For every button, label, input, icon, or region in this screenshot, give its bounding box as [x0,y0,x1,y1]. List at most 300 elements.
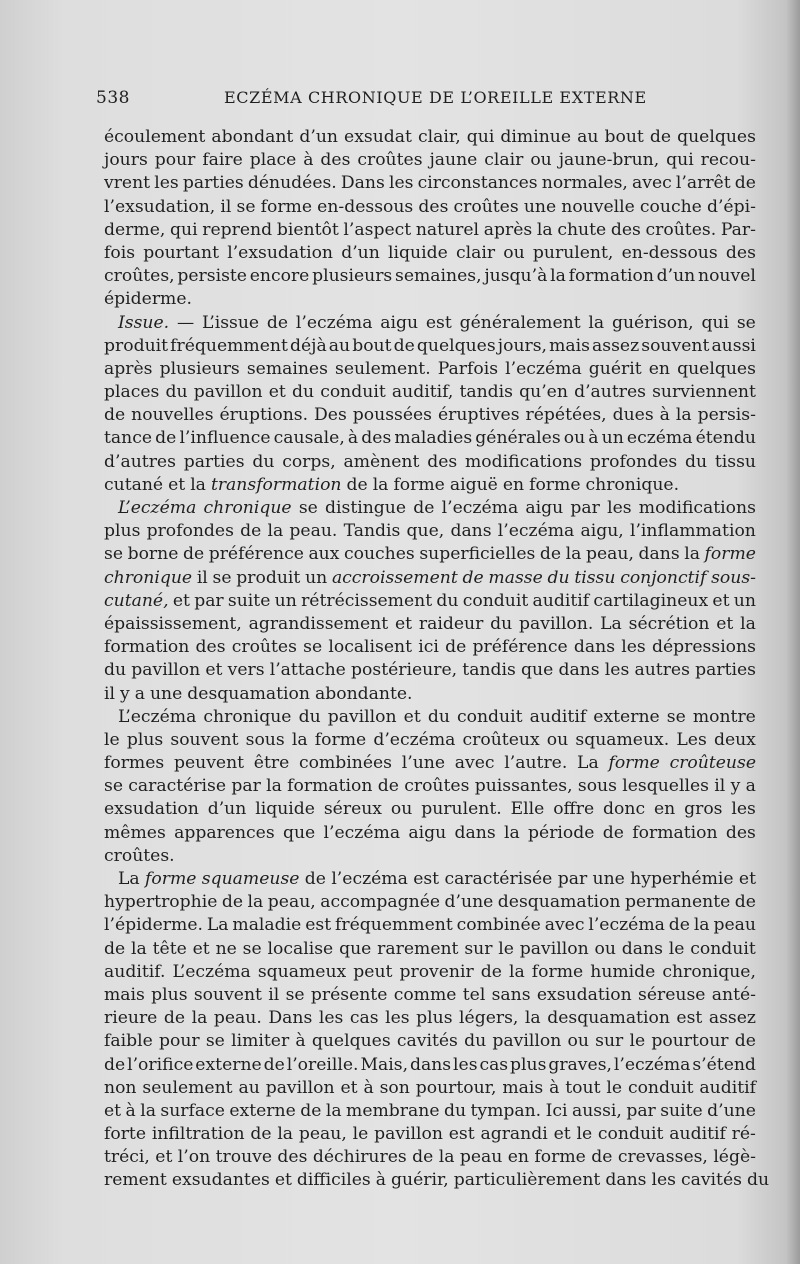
text-line [104,1146,756,1169]
word: semaines, [395,266,482,287]
word: l’arrêt [675,173,731,194]
italic-word: chronique [104,567,193,588]
italic-word: forme [608,753,660,774]
word: de [480,961,502,982]
word: du [464,1031,487,1052]
word: l’exsudation [227,242,334,263]
word: à [375,1170,386,1191]
word: trouve [215,1147,273,1168]
word: dans [573,637,616,658]
running-title: ECZÉMA CHRONIQUE DE L’OREILLE EXTERNE [224,88,647,107]
text-line [104,312,756,335]
word: que, [406,521,445,542]
word: comme [393,984,457,1005]
word: couche [639,196,702,217]
word: souvent [193,984,262,1005]
word: est [425,312,452,333]
word: il [220,196,232,217]
text-line [104,335,756,358]
word: jusqu’à [484,266,548,287]
word: exsudat [344,127,412,147]
text-line [104,822,756,845]
word: pourtour, [415,1077,497,1098]
word: légers, [459,1008,519,1029]
word: fois [104,242,136,263]
word: peau, [585,544,634,565]
word: reprend [202,219,273,240]
word: superficielles [419,544,536,565]
word: est [305,915,332,936]
word: limiter [231,1031,290,1052]
word: plus [126,729,164,750]
word: forme [393,474,445,495]
text-line [104,1007,756,1030]
word: et [172,590,190,611]
word: auditif, [391,382,454,403]
text-line [104,613,756,636]
word: l’eczéma [613,1054,691,1075]
word: peau, [298,1124,347,1145]
word: les [607,498,632,518]
word: liquide [388,242,448,263]
word: ou [530,150,552,171]
word: par [557,869,588,889]
text-line [104,288,756,311]
word: la [191,1008,208,1029]
text-line [104,427,756,450]
word: squameux [257,961,347,982]
word: de [240,521,262,542]
word: des [427,451,458,472]
word: ou [563,428,586,449]
word: l’on [177,1147,211,1168]
word: pavillon [492,1031,562,1052]
word: forme [531,961,584,982]
word: répétées, [525,405,607,426]
word: Par- [720,219,756,240]
word: Ici [545,1100,568,1121]
word: cutané [104,474,164,495]
page-number: 538 [96,88,130,108]
word: ou [390,799,413,820]
word: tandis [462,660,516,681]
word: semaines [246,358,328,379]
word: le [352,1124,369,1145]
text-line [104,636,756,659]
word: modifications [464,451,583,472]
word: cas [349,1008,379,1029]
word: de [734,1031,756,1052]
word: cavités [396,1031,458,1052]
word: épiderme. [104,289,192,310]
text-line [104,543,756,566]
word: se [236,196,256,217]
word: de [304,869,326,889]
word: de [104,405,126,426]
word: au [238,1077,260,1098]
word: de [163,1008,186,1029]
word: tandis [459,382,513,403]
word: mais [549,335,590,356]
word: jaune-brun, [558,150,660,171]
word: d’une [444,892,494,913]
word: montre [692,706,756,727]
word: du [685,451,708,472]
word: que [521,660,554,681]
word: à [588,428,599,449]
word: aigu [380,312,419,333]
word: chute [557,219,607,240]
word: tance [104,428,153,449]
text-line [104,914,756,937]
word: combinées [299,753,393,774]
word: de [591,1147,613,1168]
word: en [507,1147,530,1168]
word: quelques [311,1031,391,1052]
word: nouvel [698,266,756,287]
word: croûtes [357,150,423,171]
word: qui [666,150,694,171]
word: de [182,544,205,565]
text-line [104,775,756,798]
word: au [328,335,351,356]
word: mais [104,984,145,1005]
italic-word: accroissement [331,567,458,588]
word: du [746,1170,770,1191]
word: du [165,382,188,403]
word: chronique, [662,961,756,982]
word: ne [215,938,237,959]
italic-word: conjonctif [620,567,707,588]
word: et [553,1124,571,1145]
text-line [104,265,756,288]
word: cavités [680,1170,742,1191]
word: déchirures [312,1147,407,1168]
word: l’eczéma [295,312,373,333]
word: pavillon [519,938,589,959]
italic-word: chronique [203,498,292,518]
word: rement [104,1170,167,1191]
word: caractérise [128,776,227,797]
word: pavillon [265,1077,335,1098]
word: du [298,706,321,727]
word: pavillon [131,660,201,681]
word: la [503,822,520,843]
italic-word: du [547,567,570,588]
word: est [448,1124,475,1145]
word: la [190,474,206,495]
italic-word: cutané, [104,590,169,611]
word: offre [553,799,595,820]
word: modifications [638,498,756,518]
word: raideur [418,613,484,634]
word: et [712,590,730,611]
word: avec [544,915,585,936]
word: Des [314,405,347,426]
text-line [104,474,756,497]
word: cas [479,1054,509,1075]
word: d’autres [574,382,646,403]
word: en [648,358,670,379]
word: plus [104,521,141,542]
word: pavillon [374,1124,443,1145]
word: croûtes [231,637,297,658]
word: sécrétion [628,613,710,634]
word: — [176,312,195,333]
word: qui [701,312,730,333]
word: distingue [325,498,407,518]
word: aussi, [571,1100,622,1121]
word: le [576,1124,593,1145]
word: formation [568,266,654,287]
word: une [149,683,183,704]
word: de [649,127,672,147]
word: et [738,869,756,889]
word: tête [152,938,187,959]
word: suite [227,590,271,611]
word: produit [104,335,169,356]
word: tout [565,1077,601,1098]
word: jours, [497,335,548,356]
word: éruptions. [219,405,309,426]
word: abondante. [314,683,413,704]
word: croûtes [404,776,470,797]
word: les [154,173,179,194]
word: dans [558,660,600,681]
word: lesquelles [622,776,709,797]
word: jaune [429,150,478,171]
word: purulent. [421,799,502,820]
text-line [104,172,756,195]
word: dénudées. [247,173,337,194]
word: La [577,753,599,774]
word: pourtant [143,242,220,263]
word: circonstances [417,173,538,194]
word: du [104,660,127,681]
text-line [104,451,756,474]
word: quelques [416,335,496,356]
word: d’une [707,1100,756,1121]
text-line [104,1100,756,1123]
word: pour [154,150,196,171]
word: l’oreille. [286,1054,359,1075]
word: la [247,892,264,913]
word: l’eczéma [331,869,408,889]
word: la [588,312,605,333]
word: conduit [597,1124,664,1145]
word: l’exsudation, [104,196,216,217]
word: produit [236,567,301,588]
word: croûtes, [104,266,175,287]
word: tissu [714,451,756,472]
text-line [104,961,756,984]
word: sous [577,776,617,797]
word: exsudation [536,984,632,1005]
word: et [104,1100,122,1121]
word: Dans [340,173,385,194]
word: il [714,776,726,797]
word: il [196,567,208,588]
word: peau. [289,521,338,542]
word: du [490,613,513,634]
word: qui [170,219,198,240]
italic-word: squameuse [201,869,300,889]
word: et [168,474,186,495]
word: la [509,961,525,982]
word: surviennent [652,382,756,403]
word: membrane [346,1100,440,1121]
word: une [523,196,557,217]
word: à [363,1077,374,1098]
word: généralement [459,312,581,333]
word: clair [484,150,524,171]
word: fréquemment [335,915,453,936]
text-line [104,1169,770,1192]
word: conduit [457,706,523,727]
word: des [610,219,641,240]
word: de [393,335,415,356]
word: souvent [641,335,710,356]
word: auditif. [104,961,166,982]
word: caractérisée [444,869,553,889]
text-line [104,845,756,868]
italic-word: forme [145,869,197,889]
word: persiste [177,266,247,287]
word: combinée [456,915,541,936]
word: auditif [529,706,587,727]
word: à [659,405,670,426]
word: les [318,1008,344,1029]
word: L’eczéma [172,961,251,982]
word: ou [567,1031,589,1052]
word: le [606,1077,623,1098]
word: la [266,776,282,797]
word: l’eczéma [497,521,575,542]
word: faire [202,150,243,171]
word: la [438,1147,455,1168]
word: parties [183,451,245,472]
word: un [601,428,624,449]
word: ré- [731,1124,756,1145]
word: L’eczéma [118,706,197,727]
word: ou [546,729,569,750]
word: a [134,683,145,704]
word: étendu [695,428,756,449]
word: de [413,498,435,518]
word: le [629,1031,646,1052]
word: dans [621,938,663,959]
word: dépressions [651,637,756,658]
word: et [403,706,421,727]
word: sans [491,984,531,1005]
word: parties [695,660,756,681]
word: d’un [299,127,338,147]
word: mêmes [104,822,166,843]
word: est [413,869,440,889]
page-edge-shadow [786,0,800,1264]
word: assez [592,335,640,356]
word: formation [104,637,190,658]
word: amènent [343,451,420,472]
word: Dans [268,1008,313,1029]
word: auditif [699,1077,756,1098]
word: ou [503,242,525,263]
word: dans [454,822,496,843]
word: l’eczéma [441,498,519,518]
word: en-dessous [621,242,718,263]
word: agrandi [480,1124,548,1145]
word: et [340,1077,358,1098]
word: aiguë [449,474,498,495]
word: la [740,613,756,634]
word: localisent [328,637,413,658]
italic-word: Issue. [118,312,170,333]
word: une [592,869,625,889]
word: l’orifice [127,1054,194,1075]
text-line [104,938,756,961]
word: la [291,729,308,750]
word: difficiles [296,1170,371,1191]
word: la [140,1100,156,1121]
word: après [104,358,153,379]
word: suite [660,1100,703,1121]
word: aigu, [580,521,624,542]
word: externe [195,1054,262,1075]
word: localise [267,938,334,959]
word: de [263,1054,285,1075]
word: nouvelle [561,196,635,217]
word: ou [594,938,616,959]
word: de [155,428,177,449]
word: les [651,1170,676,1191]
word: l’épiderme. [104,915,203,936]
word: ici [418,637,439,658]
word: peau. [213,1008,262,1029]
word: la [277,1124,294,1145]
word: places [104,382,160,403]
word: du [427,706,450,727]
word: dans [450,521,492,542]
word: l’inflammation [629,521,756,542]
word: plus [510,1054,547,1075]
word: encore [249,266,310,287]
word: aigu [408,822,447,843]
word: gros [684,799,723,820]
word: d’un [207,799,247,820]
word: exsudantes [171,1170,270,1191]
word: eczéma [626,428,693,449]
word: Les [676,729,707,750]
word: croûtes [453,196,519,217]
word: liquide [255,799,315,820]
word: du [252,451,275,472]
word: d’un [656,266,696,287]
text-line [104,1054,756,1077]
word: seulement. [335,358,431,379]
word: pavillon [327,706,397,727]
word: de [412,1147,434,1168]
word: plusieurs [159,358,240,379]
word: forme [529,474,581,495]
word: se [736,312,756,333]
text-line [104,404,756,427]
text-line [104,381,756,404]
text-line [104,358,756,381]
word: être [253,753,290,774]
word: plusieurs [312,266,393,287]
word: assez [708,1008,756,1029]
word: peau, [267,892,316,913]
